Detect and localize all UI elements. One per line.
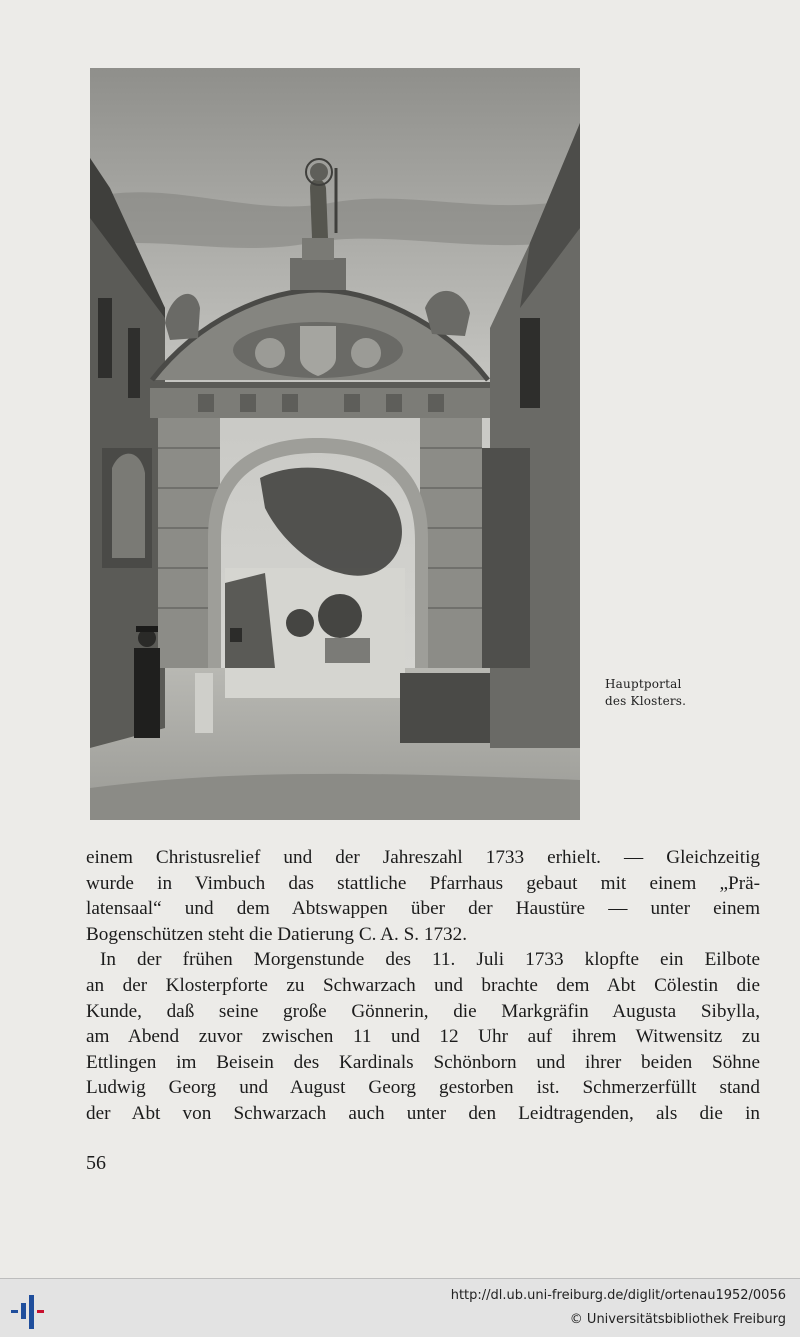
text-line: der Abt von Schwarzach auch unter den Leidtragenden, als die in bbox=[86, 1102, 760, 1124]
text-line: Bogenschützen steht die Datierung C. A. S. 1732. bbox=[86, 923, 468, 945]
text-line: In der frühen Morgenstunde des 11. Juli 1733 klopfte ein Eilbote bbox=[100, 949, 760, 971]
copyright-notice: © Universitätsbibliothek Freiburg bbox=[569, 1312, 786, 1327]
permalink-url[interactable]: http://dl.ub.uni-freiburg.de/diglit/ortenau1952/0056 bbox=[450, 1288, 786, 1303]
photo-caption bbox=[605, 676, 755, 710]
caption-line: des Klosters. bbox=[605, 694, 687, 708]
caption-line: Hauptportal bbox=[605, 677, 682, 691]
ub-freiburg-logo-icon bbox=[10, 1291, 50, 1331]
portal-photograph-drawing bbox=[90, 68, 580, 820]
text-line: latensaal“ und dem Abtswappen über der Haustüre — unter einem bbox=[86, 898, 760, 920]
portal-photograph bbox=[90, 68, 580, 820]
text-line: Ludwig Georg und August Georg gestorben ist. Schmerzerfüllt stand bbox=[86, 1077, 760, 1099]
viewer-footer bbox=[0, 1278, 800, 1337]
text-line: einem Christusrelief und der Jahreszahl 1733 erhielt. — Gleichzeitig bbox=[86, 847, 760, 868]
body-text bbox=[86, 845, 760, 1127]
text-line: Ettlingen im Beisein des Kardinals Schönborn und ihrer beiden Söhne bbox=[86, 1051, 760, 1073]
text-line: an der Klosterpforte zu Schwarzach und brachte dem Abt Cölestin die bbox=[86, 974, 760, 996]
text-line: am Abend zuvor zwischen 11 und 12 Uhr auf ihrem Witwensitz zu bbox=[86, 1026, 760, 1048]
text-line: wurde in Vimbuch das stattliche Pfarrhaus gebaut mit einem „Prä- bbox=[86, 872, 760, 894]
text-line: Kunde, daß seine große Gönnerin, die Markgräfin Augusta Sibylla, bbox=[86, 1000, 760, 1022]
page-number: 56 bbox=[86, 1152, 106, 1174]
